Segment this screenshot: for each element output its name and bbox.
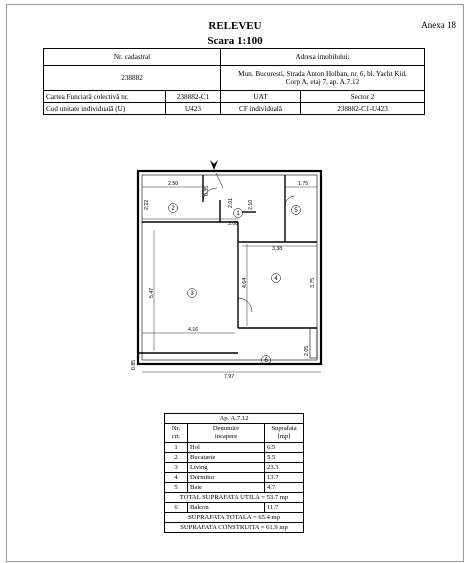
dim-label: 4.64 xyxy=(242,277,248,288)
dim-label: 5.47 xyxy=(149,287,155,298)
table-row xyxy=(165,503,304,513)
dim-label: 2.05 xyxy=(304,345,310,356)
room-number: 6 xyxy=(264,358,268,364)
row-area: 23.3 xyxy=(265,463,304,473)
col-area-line1: Suprafata xyxy=(271,425,297,432)
dim-label: 1.75 xyxy=(298,181,309,187)
cadastral-label: Nr. cadastral xyxy=(44,49,221,66)
dim-label: 0.85 xyxy=(131,359,137,370)
address-line-1: Mun. Bucuresti, Strada Anton Holban, nr. 6, bl. Yacht Kid, xyxy=(238,70,407,78)
document-scale: Scara 1:100 xyxy=(207,35,263,47)
address-value xyxy=(221,66,425,91)
col-name-line2: incapere xyxy=(214,433,238,440)
col-nr-line1: Nr. xyxy=(171,425,181,432)
dim-label: 7.97 xyxy=(224,374,235,380)
row-name: Living xyxy=(188,463,265,473)
row-area: 13.7 xyxy=(265,473,304,483)
rooms-table xyxy=(164,413,304,533)
unit-code-label: Cod unitate individuală (U) xyxy=(44,103,166,115)
dim-label: 2.50 xyxy=(168,181,179,187)
cadastral-info-table xyxy=(43,48,425,115)
row-name: Balcon xyxy=(188,503,265,513)
dim-label: 2.10 xyxy=(248,199,254,210)
dim-label: 3.75 xyxy=(310,277,316,288)
entrance-arrow-icon xyxy=(210,160,218,170)
table-row xyxy=(165,443,304,453)
cf-individual-value: 238882-C1-U423 xyxy=(301,103,425,115)
total-useful-area: TOTAL SUPRAFATA UTILA = 53.7 mp xyxy=(165,493,304,503)
document-title: RELEVEU xyxy=(208,20,262,32)
address-label: Adresa imobilului: xyxy=(221,49,425,66)
col-name-line1: Denumire xyxy=(212,425,240,432)
row-name: Bucatarie xyxy=(188,453,265,463)
col-name-header xyxy=(188,424,265,443)
col-area-line2: [mp] xyxy=(277,433,291,440)
table-row xyxy=(165,453,304,463)
built-area: SUPRAFATA CONSTRUITA = 61.9 mp xyxy=(165,523,304,533)
cf-individual-label: CF individuală xyxy=(221,103,301,115)
dim-label: 3.38 xyxy=(272,246,283,252)
row-nr: 4 xyxy=(165,473,188,483)
cf-collective-value: 238882-C1 xyxy=(166,91,221,103)
col-nr-header xyxy=(165,424,188,443)
dim-label: 3.08 xyxy=(228,221,239,227)
table-row xyxy=(165,463,304,473)
dim-label: 4.16 xyxy=(188,327,199,333)
uat-label: UAT xyxy=(221,91,301,103)
address-line-2: Corp A, etaj 7, ap. A.7.12 xyxy=(285,78,360,86)
col-area-header xyxy=(265,424,304,443)
row-area: 5.5 xyxy=(265,453,304,463)
rooms-table-title: Ap. A.7.12 xyxy=(165,414,304,424)
cadastral-value: 238882 xyxy=(44,66,221,91)
table-row xyxy=(165,483,304,493)
row-area: 6.5 xyxy=(265,443,304,453)
row-nr: 3 xyxy=(165,463,188,473)
uat-value: Sector 2 xyxy=(301,91,425,103)
table-row xyxy=(165,473,304,483)
room-number: 4 xyxy=(274,276,278,282)
row-name: Hol xyxy=(188,443,265,453)
unit-code-value: U423 xyxy=(166,103,221,115)
row-nr: 6 xyxy=(165,503,188,513)
dim-label: 2.22 xyxy=(144,199,150,210)
dim-label: 0.35 xyxy=(204,185,210,196)
dim-label: 2.01 xyxy=(228,197,234,208)
annex-label: Anexa 18 xyxy=(421,20,456,30)
row-area: 11.7 xyxy=(265,503,304,513)
floor-plan xyxy=(128,158,328,386)
room-number: 2 xyxy=(171,206,175,212)
col-nr-line2: crt. xyxy=(171,433,181,440)
row-name: Dormitor xyxy=(188,473,265,483)
room-number: 1 xyxy=(236,211,240,217)
room-number: 3 xyxy=(190,291,194,297)
row-name: Baie xyxy=(188,483,265,493)
total-area: SUPRAFATA TOTALA = 65.4 mp xyxy=(165,513,304,523)
row-nr: 1 xyxy=(165,443,188,453)
room-number: 5 xyxy=(294,208,298,214)
row-area: 4.7 xyxy=(265,483,304,493)
row-nr: 2 xyxy=(165,453,188,463)
cf-collective-label: Cartea Funciară colectivă nr. xyxy=(44,91,166,103)
row-nr: 5 xyxy=(165,483,188,493)
